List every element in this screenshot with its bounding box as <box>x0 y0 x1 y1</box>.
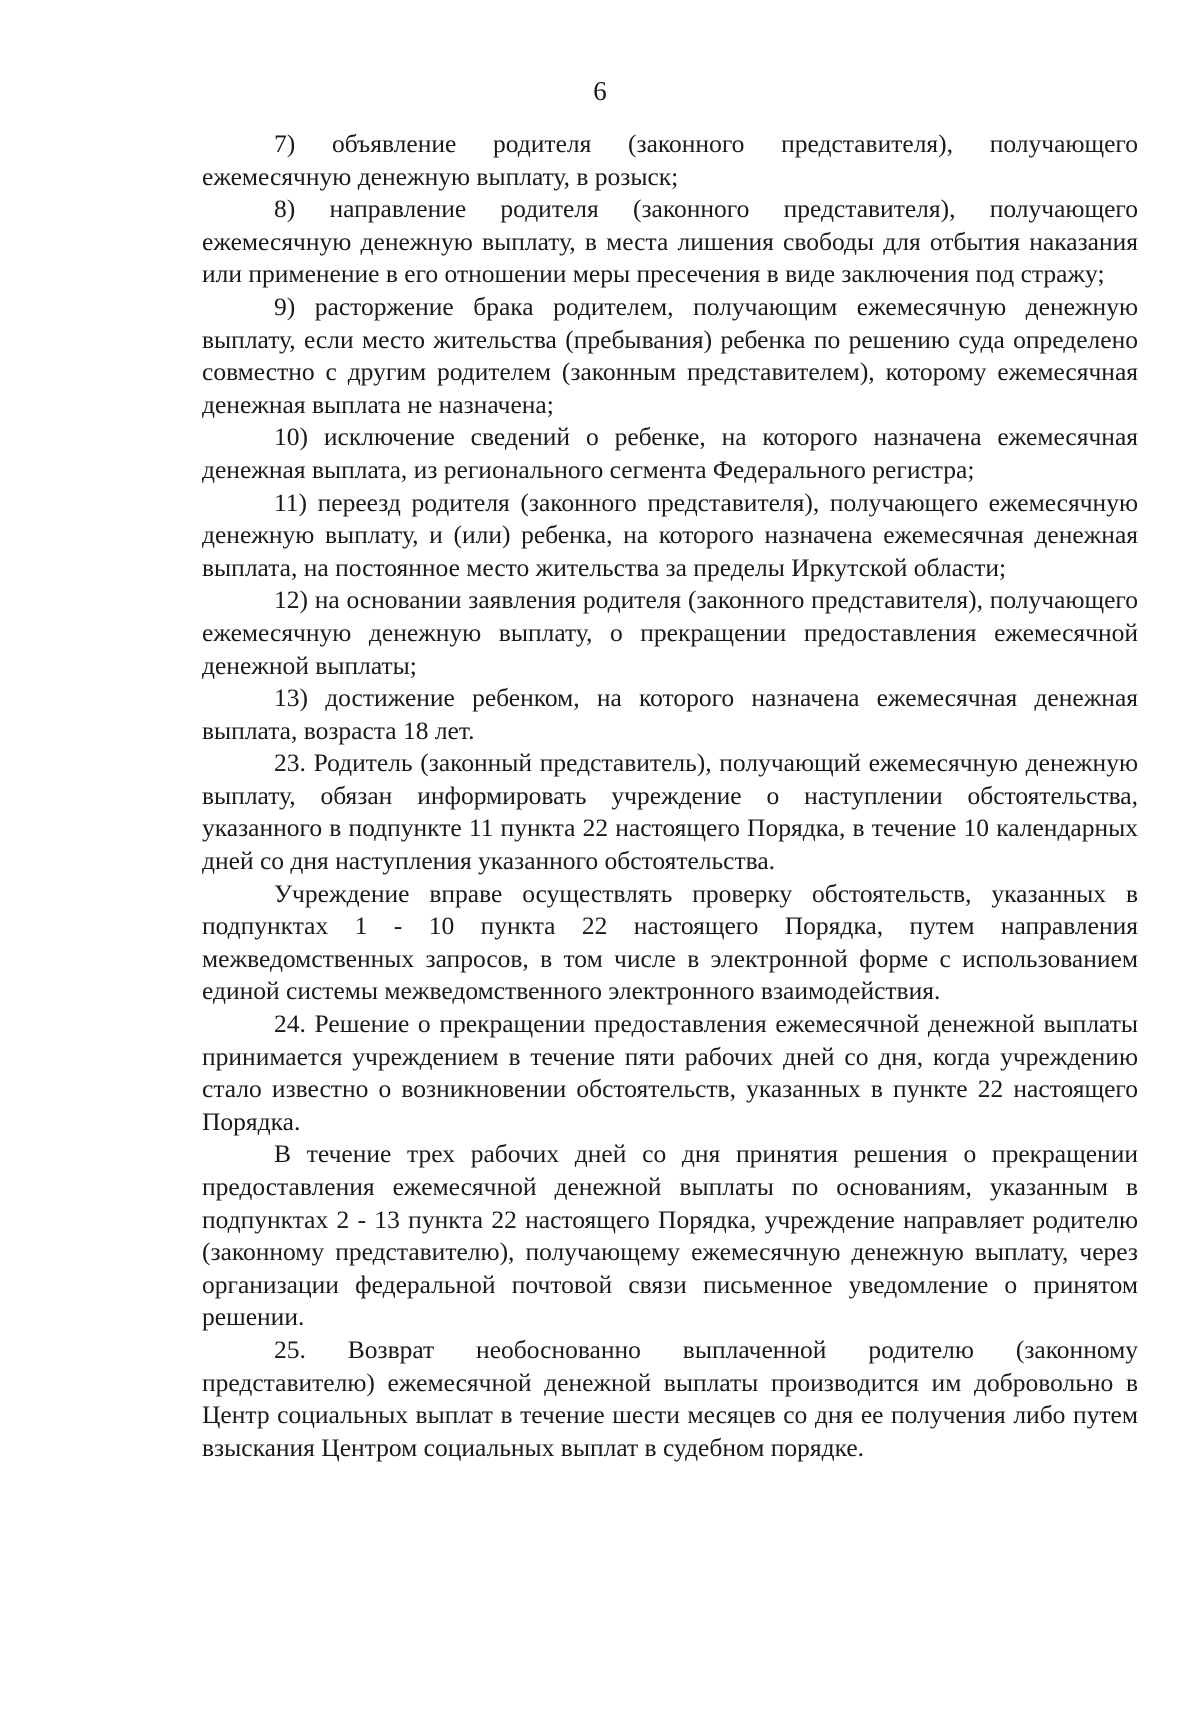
paragraph-item-7: 7) объявление родителя (законного представителя), получающего ежемесячную денежную выплату, в розыск; <box>202 129 1138 191</box>
paragraph-item-10: 10) исключение сведений о ребенке, на которого назначена ежемесячная денежная выплата, из регионального сегмента Федерального регистра; <box>202 422 1138 484</box>
paragraph-notification: В течение трех рабочих дней со дня принятия решения о прекращении предоставления ежемесячной денежной выплаты по основаниям, указанным в подпунктах 2 - 13 пункта 22 настоящего Порядка, учреждение направляет родителю (законному представителю), получающему ежемесячную денежную выплату, через организации федеральной почтовой связи письменное уведомление о принятом решении. <box>202 1139 1138 1332</box>
paragraph-verification: Учреждение вправе осуществлять проверку обстоятельств, указанных в подпунктах 1 - 10 пункта 22 настоящего Порядка, путем направления межведомственных запросов, в том числе в электронной форме с использованием единой системы межведомственного электронного взаимодействия. <box>202 878 1138 1006</box>
paragraph-clause-24: 24. Решение о прекращении предоставления ежемесячной денежной выплаты принимается учреждением в течение пяти рабочих дней со дня, когда учреждению стало известно о возникновении обстоятельств, указанных в пункте 22 настоящего Порядка. <box>202 1009 1138 1136</box>
page-number: 6 <box>593 76 607 106</box>
paragraph-item-11: 11) переезд родителя (законного представителя), получающего ежемесячную денежную выплату, и (или) ребенка, на которого назначена ежемесячная денежная выплата, на постоянное место жительства за пределы Иркутской области; <box>202 487 1138 582</box>
paragraph-clause-25: 25. Возврат необоснованно выплаченной родителю (законному представителю) ежемесячной денежной выплаты производится им добровольно в Центр социальных выплат в течение шести месяцев со дня ее получения либо путем взыскания Центром социальных выплат в судебном порядке. <box>202 1334 1138 1462</box>
paragraph-item-8: 8) направление родителя (законного представителя), получающего ежемесячную денежную выплату, в места лишения свободы для отбытия наказания или применение в его отношении меры пресечения в виде заключения под стражу; <box>202 194 1138 289</box>
paragraph-item-13: 13) достижение ребенком, на которого назначена ежемесячная денежная выплата, возраста 18 лет. <box>202 683 1138 745</box>
document-body <box>202 128 1138 1464</box>
paragraph-item-9: 9) расторжение брака родителем, получающим ежемесячную денежную выплату, если место жительства (пребывания) ребенка по решению суда определено совместно с другим родителем (законным представителем), которому ежемесячная денежная выплата не назначена; <box>202 291 1138 419</box>
paragraph-clause-23: 23. Родитель (законный представитель), получающий ежемесячную денежную выплату, обязан информировать учреждение о наступлении обстоятельства, указанного в подпункте 11 пункта 22 настоящего Порядка, в течение 10 календарных дней со дня наступления указанного обстоятельства. <box>202 748 1138 876</box>
paragraph-item-12: 12) на основании заявления родителя (законного представителя), получающего ежемесячную денежную выплату, о прекращении предоставления ежемесячной денежной выплаты; <box>202 585 1138 680</box>
